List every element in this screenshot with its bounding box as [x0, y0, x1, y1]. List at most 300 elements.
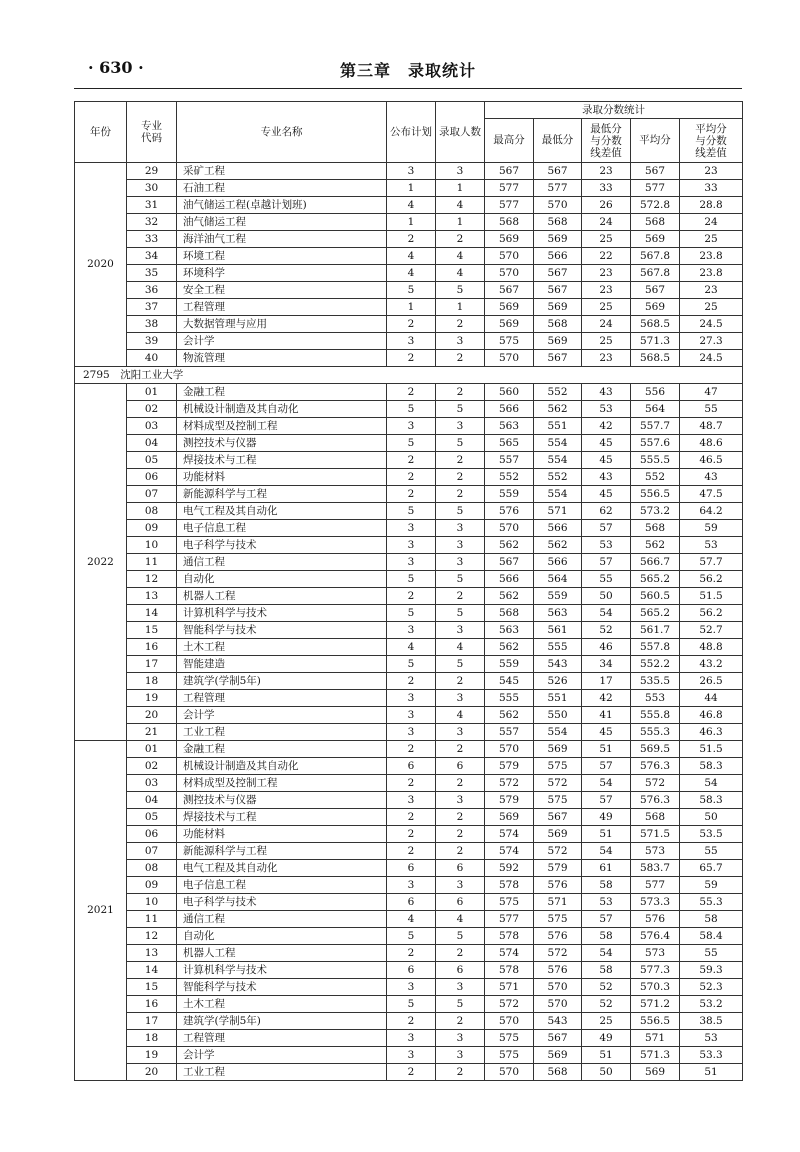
max-score-cell: 562: [485, 588, 534, 605]
table-row: [75, 520, 743, 537]
table-row: [75, 741, 743, 758]
major-name-cell: 采矿工程: [177, 163, 387, 180]
min-diff-cell: 17: [582, 673, 631, 690]
header-min-diff-text: 最低分 与分数 线差值: [590, 122, 622, 159]
header-avg-diff: [680, 119, 743, 163]
min-score-cell: 567: [534, 1030, 582, 1047]
plan-cell: 3: [387, 979, 436, 996]
code-cell: 05: [127, 452, 177, 469]
avg-diff-cell: 28.8: [680, 197, 743, 214]
min-score-cell: 570: [534, 979, 582, 996]
avg-diff-cell: 55: [680, 843, 743, 860]
min-score-cell: 564: [534, 571, 582, 588]
avg-diff-cell: 59: [680, 877, 743, 894]
table-row: [75, 180, 743, 197]
avg-score-cell: 568.5: [631, 316, 680, 333]
max-score-cell: 578: [485, 877, 534, 894]
min-diff-cell: 50: [582, 1064, 631, 1081]
avg-score-cell: 567.8: [631, 248, 680, 265]
major-name-cell: 金融工程: [177, 384, 387, 401]
min-diff-cell: 23: [582, 163, 631, 180]
min-score-cell: 570: [534, 197, 582, 214]
max-score-cell: 559: [485, 486, 534, 503]
avg-score-cell: 556.5: [631, 486, 680, 503]
avg-diff-cell: 57.7: [680, 554, 743, 571]
avg-diff-cell: 46.8: [680, 707, 743, 724]
code-cell: 01: [127, 384, 177, 401]
plan-cell: 2: [387, 231, 436, 248]
min-score-cell: 567: [534, 350, 582, 367]
min-diff-cell: 57: [582, 520, 631, 537]
plan-cell: 5: [387, 503, 436, 520]
code-cell: 32: [127, 214, 177, 231]
code-cell: 04: [127, 792, 177, 809]
plan-cell: 5: [387, 996, 436, 1013]
avg-diff-cell: 27.3: [680, 333, 743, 350]
max-score-cell: 571: [485, 979, 534, 996]
avg-score-cell: 572: [631, 775, 680, 792]
max-score-cell: 567: [485, 554, 534, 571]
min-diff-cell: 33: [582, 180, 631, 197]
plan-cell: 4: [387, 197, 436, 214]
plan-cell: 3: [387, 418, 436, 435]
code-cell: 35: [127, 265, 177, 282]
min-score-cell: 575: [534, 792, 582, 809]
min-score-cell: 569: [534, 741, 582, 758]
plan-cell: 3: [387, 520, 436, 537]
avg-score-cell: 568: [631, 809, 680, 826]
major-name-cell: 会计学: [177, 707, 387, 724]
avg-score-cell: 535.5: [631, 673, 680, 690]
table-row: [75, 418, 743, 435]
avg-score-cell: 560.5: [631, 588, 680, 605]
avg-score-cell: 565.2: [631, 605, 680, 622]
max-score-cell: 579: [485, 792, 534, 809]
year-cell: 2021: [75, 741, 127, 1081]
table-row: [75, 588, 743, 605]
plan-cell: 5: [387, 435, 436, 452]
avg-diff-cell: 53.5: [680, 826, 743, 843]
admitted-cell: 5: [436, 435, 485, 452]
min-diff-cell: 23: [582, 350, 631, 367]
table-row: [75, 1013, 743, 1030]
admitted-cell: 3: [436, 418, 485, 435]
admitted-cell: 6: [436, 860, 485, 877]
table-row: [75, 945, 743, 962]
code-cell: 09: [127, 520, 177, 537]
min-score-cell: 554: [534, 486, 582, 503]
min-diff-cell: 54: [582, 775, 631, 792]
admitted-cell: 6: [436, 758, 485, 775]
min-diff-cell: 23: [582, 265, 631, 282]
admitted-cell: 3: [436, 1047, 485, 1064]
admitted-cell: 3: [436, 690, 485, 707]
plan-cell: 2: [387, 775, 436, 792]
plan-cell: 1: [387, 180, 436, 197]
page-header: [74, 56, 742, 84]
min-score-cell: 566: [534, 554, 582, 571]
avg-score-cell: 565.2: [631, 571, 680, 588]
header-min-diff: [582, 119, 631, 163]
admitted-cell: 2: [436, 316, 485, 333]
max-score-cell: 567: [485, 163, 534, 180]
avg-score-cell: 569: [631, 299, 680, 316]
avg-diff-cell: 55: [680, 945, 743, 962]
min-diff-cell: 53: [582, 401, 631, 418]
header-plan: 公布计划: [387, 102, 436, 163]
plan-cell: 3: [387, 163, 436, 180]
min-score-cell: 559: [534, 588, 582, 605]
min-diff-cell: 58: [582, 962, 631, 979]
code-cell: 13: [127, 945, 177, 962]
min-diff-cell: 50: [582, 588, 631, 605]
min-diff-cell: 43: [582, 469, 631, 486]
admitted-cell: 2: [436, 231, 485, 248]
min-score-cell: 579: [534, 860, 582, 877]
code-cell: 39: [127, 333, 177, 350]
admitted-cell: 3: [436, 724, 485, 741]
table-row: [75, 656, 743, 673]
avg-diff-cell: 58.3: [680, 792, 743, 809]
avg-diff-cell: 53.2: [680, 996, 743, 1013]
code-cell: 40: [127, 350, 177, 367]
avg-score-cell: 571.2: [631, 996, 680, 1013]
min-diff-cell: 62: [582, 503, 631, 520]
avg-score-cell: 562: [631, 537, 680, 554]
plan-cell: 3: [387, 724, 436, 741]
max-score-cell: 570: [485, 1013, 534, 1030]
table-body: [75, 163, 743, 1081]
chapter-title: 第三章 录取统计: [339, 61, 476, 80]
major-name-cell: 通信工程: [177, 911, 387, 928]
table-row: [75, 1064, 743, 1081]
major-name-cell: 工程管理: [177, 690, 387, 707]
code-cell: 04: [127, 435, 177, 452]
avg-score-cell: 566.7: [631, 554, 680, 571]
table-row: [75, 537, 743, 554]
admitted-cell: 2: [436, 350, 485, 367]
plan-cell: 6: [387, 758, 436, 775]
admitted-cell: 5: [436, 571, 485, 588]
plan-cell: 4: [387, 911, 436, 928]
major-name-cell: 物流管理: [177, 350, 387, 367]
major-name-cell: 机器人工程: [177, 945, 387, 962]
max-score-cell: 574: [485, 826, 534, 843]
avg-diff-cell: 23.8: [680, 248, 743, 265]
table-row: [75, 452, 743, 469]
avg-score-cell: 571: [631, 1030, 680, 1047]
table-row: [75, 265, 743, 282]
header-name: 专业名称: [177, 102, 387, 163]
avg-diff-cell: 25: [680, 299, 743, 316]
avg-score-cell: 576.3: [631, 758, 680, 775]
min-diff-cell: 24: [582, 214, 631, 231]
code-cell: 10: [127, 537, 177, 554]
admitted-cell: 3: [436, 979, 485, 996]
min-score-cell: 571: [534, 503, 582, 520]
major-name-cell: 环境工程: [177, 248, 387, 265]
code-cell: 29: [127, 163, 177, 180]
table-row: [75, 486, 743, 503]
max-score-cell: 579: [485, 758, 534, 775]
admitted-cell: 5: [436, 656, 485, 673]
major-name-cell: 建筑学(学制5年): [177, 673, 387, 690]
avg-diff-cell: 50: [680, 809, 743, 826]
min-score-cell: 568: [534, 1064, 582, 1081]
major-name-cell: 计算机科学与技术: [177, 605, 387, 622]
min-score-cell: 551: [534, 418, 582, 435]
avg-diff-cell: 23: [680, 282, 743, 299]
table-row: [75, 469, 743, 486]
admitted-cell: 2: [436, 384, 485, 401]
table-row: [75, 231, 743, 248]
avg-score-cell: 552.2: [631, 656, 680, 673]
major-name-cell: 测控技术与仪器: [177, 435, 387, 452]
code-cell: 16: [127, 639, 177, 656]
avg-diff-cell: 23.8: [680, 265, 743, 282]
min-diff-cell: 57: [582, 792, 631, 809]
min-score-cell: 569: [534, 333, 582, 350]
avg-diff-cell: 25: [680, 231, 743, 248]
code-cell: 18: [127, 673, 177, 690]
major-name-cell: 会计学: [177, 1047, 387, 1064]
avg-score-cell: 569.5: [631, 741, 680, 758]
table-row: [75, 350, 743, 367]
admitted-cell: 3: [436, 1030, 485, 1047]
code-cell: 09: [127, 877, 177, 894]
avg-diff-cell: 46.5: [680, 452, 743, 469]
avg-score-cell: 573: [631, 843, 680, 860]
table-row: [75, 282, 743, 299]
admitted-cell: 3: [436, 520, 485, 537]
plan-cell: 4: [387, 639, 436, 656]
avg-score-cell: 555.3: [631, 724, 680, 741]
plan-cell: 2: [387, 1064, 436, 1081]
major-name-cell: 功能材料: [177, 826, 387, 843]
min-score-cell: 526: [534, 673, 582, 690]
max-score-cell: 565: [485, 435, 534, 452]
code-cell: 08: [127, 503, 177, 520]
admitted-cell: 5: [436, 282, 485, 299]
table-row: [75, 996, 743, 1013]
avg-score-cell: 557.6: [631, 435, 680, 452]
major-name-cell: 机械设计制造及其自动化: [177, 401, 387, 418]
plan-cell: 5: [387, 401, 436, 418]
min-score-cell: 551: [534, 690, 582, 707]
major-name-cell: 会计学: [177, 333, 387, 350]
plan-cell: 2: [387, 469, 436, 486]
min-score-cell: 572: [534, 945, 582, 962]
max-score-cell: 569: [485, 299, 534, 316]
avg-score-cell: 567: [631, 163, 680, 180]
min-diff-cell: 58: [582, 877, 631, 894]
avg-score-cell: 553: [631, 690, 680, 707]
major-name-cell: 自动化: [177, 571, 387, 588]
admitted-cell: 4: [436, 707, 485, 724]
table-row: [75, 571, 743, 588]
avg-diff-cell: 33: [680, 180, 743, 197]
table-row: [75, 690, 743, 707]
max-score-cell: 555: [485, 690, 534, 707]
code-cell: 07: [127, 486, 177, 503]
plan-cell: 2: [387, 588, 436, 605]
plan-cell: 3: [387, 792, 436, 809]
plan-cell: 3: [387, 622, 436, 639]
avg-diff-cell: 26.5: [680, 673, 743, 690]
major-name-cell: 工程管理: [177, 1030, 387, 1047]
min-diff-cell: 25: [582, 333, 631, 350]
major-name-cell: 电子信息工程: [177, 877, 387, 894]
avg-score-cell: 557.8: [631, 639, 680, 656]
max-score-cell: 568: [485, 214, 534, 231]
major-name-cell: 焊接技术与工程: [177, 809, 387, 826]
major-name-cell: 建筑学(学制5年): [177, 1013, 387, 1030]
avg-score-cell: 576.3: [631, 792, 680, 809]
major-name-cell: 油气储运工程(卓越计划班): [177, 197, 387, 214]
header-admitted: 录取人数: [436, 102, 485, 163]
code-cell: 38: [127, 316, 177, 333]
min-diff-cell: 41: [582, 707, 631, 724]
code-cell: 03: [127, 418, 177, 435]
avg-diff-cell: 51: [680, 1064, 743, 1081]
admitted-cell: 1: [436, 180, 485, 197]
avg-diff-cell: 51.5: [680, 588, 743, 605]
avg-diff-cell: 24: [680, 214, 743, 231]
code-cell: 34: [127, 248, 177, 265]
admitted-cell: 5: [436, 503, 485, 520]
admitted-cell: 5: [436, 605, 485, 622]
code-cell: 11: [127, 911, 177, 928]
admitted-cell: 3: [436, 877, 485, 894]
max-score-cell: 574: [485, 843, 534, 860]
max-score-cell: 562: [485, 707, 534, 724]
major-name-cell: 电气工程及其自动化: [177, 503, 387, 520]
code-cell: 10: [127, 894, 177, 911]
min-score-cell: 562: [534, 401, 582, 418]
header-avg: 平均分: [631, 119, 680, 163]
max-score-cell: 562: [485, 639, 534, 656]
table-row: [75, 401, 743, 418]
min-score-cell: 572: [534, 775, 582, 792]
admitted-cell: 4: [436, 265, 485, 282]
major-name-cell: 焊接技术与工程: [177, 452, 387, 469]
max-score-cell: 572: [485, 996, 534, 1013]
avg-score-cell: 569: [631, 231, 680, 248]
code-cell: 11: [127, 554, 177, 571]
table-row: [75, 809, 743, 826]
plan-cell: 3: [387, 554, 436, 571]
min-score-cell: 568: [534, 316, 582, 333]
avg-diff-cell: 55.3: [680, 894, 743, 911]
table-row: [75, 673, 743, 690]
avg-diff-cell: 51.5: [680, 741, 743, 758]
major-name-cell: 机械设计制造及其自动化: [177, 758, 387, 775]
avg-diff-cell: 44: [680, 690, 743, 707]
min-diff-cell: 45: [582, 435, 631, 452]
major-name-cell: 大数据管理与应用: [177, 316, 387, 333]
max-score-cell: 578: [485, 962, 534, 979]
major-name-cell: 智能科学与技术: [177, 979, 387, 996]
min-diff-cell: 58: [582, 928, 631, 945]
code-cell: 14: [127, 605, 177, 622]
code-cell: 17: [127, 656, 177, 673]
major-name-cell: 新能源科学与工程: [177, 486, 387, 503]
plan-cell: 6: [387, 860, 436, 877]
max-score-cell: 570: [485, 248, 534, 265]
min-score-cell: 567: [534, 163, 582, 180]
avg-diff-cell: 48.7: [680, 418, 743, 435]
avg-score-cell: 557.7: [631, 418, 680, 435]
code-cell: 30: [127, 180, 177, 197]
code-cell: 03: [127, 775, 177, 792]
max-score-cell: 567: [485, 282, 534, 299]
code-cell: 15: [127, 979, 177, 996]
table-row: [75, 163, 743, 180]
min-score-cell: 569: [534, 1047, 582, 1064]
table-row: [75, 1047, 743, 1064]
avg-score-cell: 573.3: [631, 894, 680, 911]
avg-score-cell: 573.2: [631, 503, 680, 520]
table-row: [75, 639, 743, 656]
min-diff-cell: 52: [582, 622, 631, 639]
major-name-cell: 功能材料: [177, 469, 387, 486]
admitted-cell: 4: [436, 248, 485, 265]
code-cell: 14: [127, 962, 177, 979]
min-score-cell: 566: [534, 248, 582, 265]
plan-cell: 3: [387, 877, 436, 894]
avg-score-cell: 552: [631, 469, 680, 486]
avg-diff-cell: 55: [680, 401, 743, 418]
code-cell: 02: [127, 758, 177, 775]
plan-cell: 1: [387, 214, 436, 231]
table-row: [75, 248, 743, 265]
code-cell: 13: [127, 588, 177, 605]
min-score-cell: 570: [534, 996, 582, 1013]
max-score-cell: 570: [485, 265, 534, 282]
avg-score-cell: 570.3: [631, 979, 680, 996]
max-score-cell: 557: [485, 452, 534, 469]
avg-diff-cell: 23: [680, 163, 743, 180]
avg-diff-cell: 53: [680, 1030, 743, 1047]
code-cell: 06: [127, 826, 177, 843]
min-diff-cell: 43: [582, 384, 631, 401]
min-score-cell: 567: [534, 809, 582, 826]
plan-cell: 3: [387, 1030, 436, 1047]
max-score-cell: 545: [485, 673, 534, 690]
header-min: 最低分: [534, 119, 582, 163]
avg-diff-cell: 59: [680, 520, 743, 537]
avg-score-cell: 577: [631, 877, 680, 894]
major-name-cell: 工程管理: [177, 299, 387, 316]
max-score-cell: 575: [485, 894, 534, 911]
major-name-cell: 油气储运工程: [177, 214, 387, 231]
max-score-cell: 570: [485, 350, 534, 367]
table-row: [75, 928, 743, 945]
min-diff-cell: 25: [582, 1013, 631, 1030]
code-cell: 12: [127, 928, 177, 945]
min-score-cell: 550: [534, 707, 582, 724]
plan-cell: 3: [387, 537, 436, 554]
table-row: [75, 622, 743, 639]
admitted-cell: 3: [436, 622, 485, 639]
avg-score-cell: 569: [631, 1064, 680, 1081]
max-score-cell: 559: [485, 656, 534, 673]
major-name-cell: 智能建造: [177, 656, 387, 673]
min-diff-cell: 52: [582, 979, 631, 996]
max-score-cell: 566: [485, 401, 534, 418]
admitted-cell: 2: [436, 843, 485, 860]
min-diff-cell: 42: [582, 690, 631, 707]
